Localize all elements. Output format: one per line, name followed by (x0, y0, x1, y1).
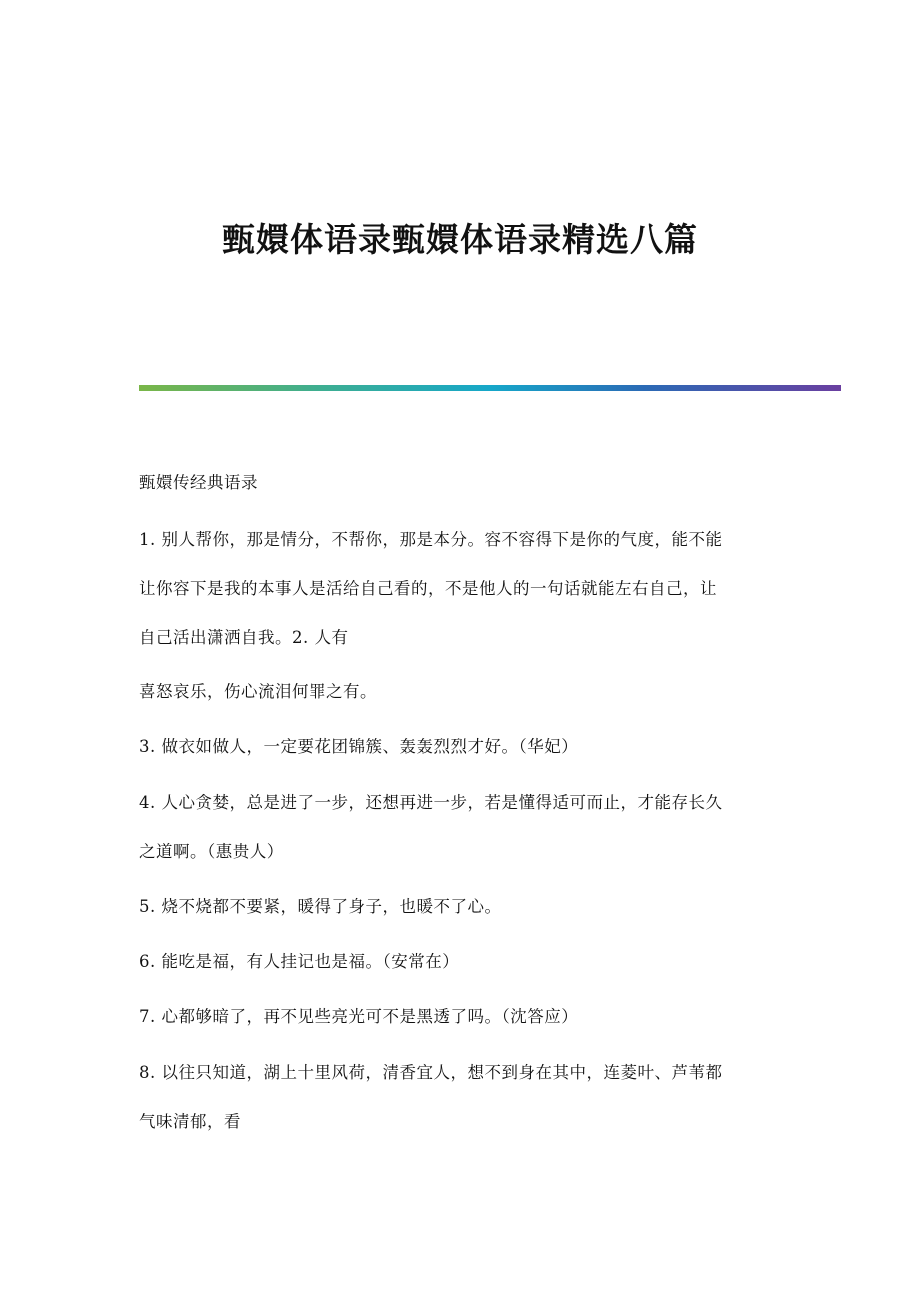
title-divider (139, 385, 841, 391)
quote-line: 喜怒哀乐，伤心流泪何罪之有。 (139, 682, 377, 701)
quote-line: 1. 别人帮你，那是情分，不帮你，那是本分。容不容得下是你的气度，能不能 (139, 530, 723, 549)
quote-line: 7. 心都够暗了，再不见些亮光可不是黑透了吗。（沈答应） (139, 1007, 579, 1026)
quote-line: 自己活出潇洒自我。2. 人有 (139, 628, 349, 647)
quote-line: 6. 能吃是福，有人挂记也是福。（安常在） (139, 952, 460, 971)
quote-line: 4. 人心贪婪，总是进了一步，还想再进一步，若是懂得适可而止，才能存长久 (139, 793, 723, 812)
quote-line: 8. 以往只知道，湖上十里风荷，清香宜人，想不到身在其中，连菱叶、芦苇都 (139, 1063, 723, 1082)
quote-line: 之道啊。（惠贵人） (139, 842, 284, 861)
quote-line: 5. 烧不烧都不要紧，暖得了身子，也暖不了心。 (139, 897, 502, 916)
quote-line: 气味清郁，看 (139, 1112, 241, 1131)
quote-line: 3. 做衣如做人，一定要花团锦簇、轰轰烈烈才好。（华妃） (139, 737, 579, 756)
section-heading: 甄嬛传经典语录 (139, 473, 258, 492)
page-title: 甄嬛体语录甄嬛体语录精选八篇 (222, 220, 698, 259)
quote-line: 让你容下是我的本事人是活给自己看的，不是他人的一句话就能左右自己，让 (139, 579, 717, 598)
